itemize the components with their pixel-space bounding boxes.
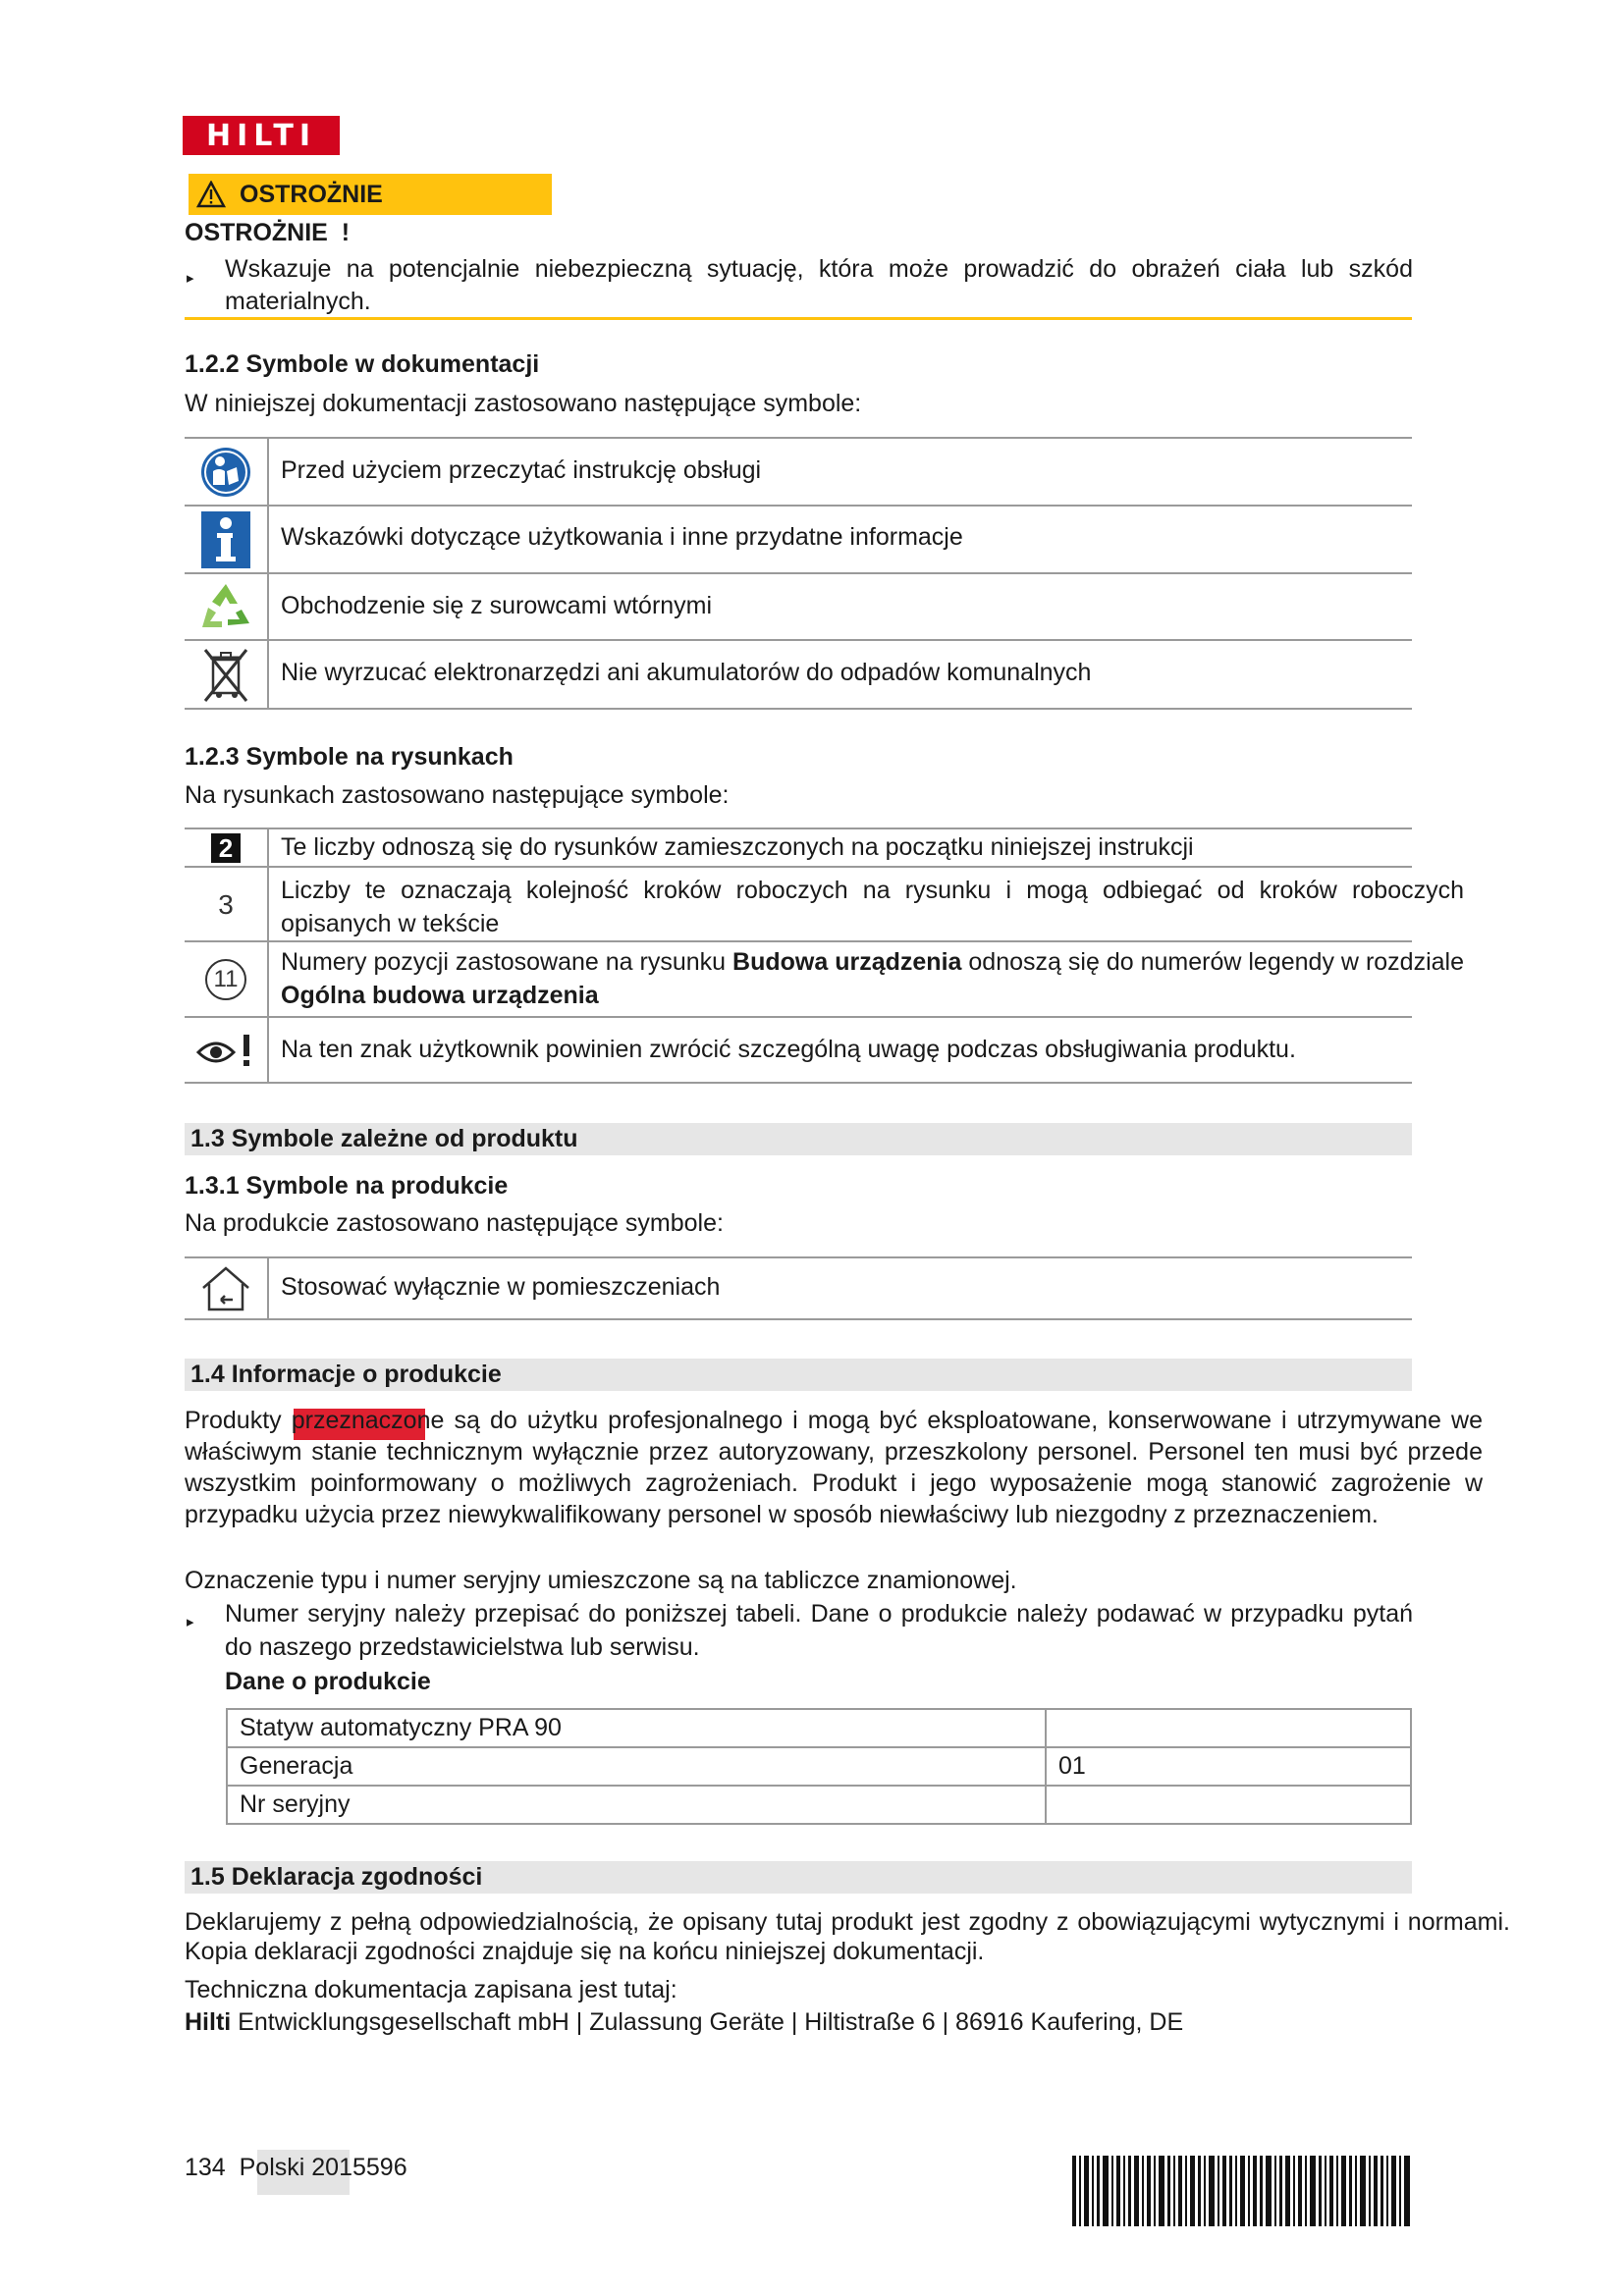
section-1-5-bar: 1.5 Deklaracja zgodności xyxy=(185,1861,1412,1894)
caution-text: Wskazuje na potencjalnie niebezpieczną sytuację, która może prowadzić do obrażeń ciała lub szkód materialnych. xyxy=(225,255,1413,315)
section-1-3-1-heading: 1.3.1 Symbole na produkcie xyxy=(185,1172,509,1200)
symbol-description: Numery pozycji zastosowane na rysunku Budowa urządzenia odnoszą się do numerów legendy w rozdziale Ogólna budowa urządzenia xyxy=(281,948,1464,1009)
table-row xyxy=(227,1747,1411,1786)
table-cell-label: Generacja xyxy=(227,1747,1046,1786)
step-number-symbol: 3 xyxy=(218,888,234,920)
symbol-description: Nie wyrzucać elektronarzędzi ani akumulatorów do odpadów komunalnych xyxy=(281,659,1092,686)
table-rule xyxy=(185,572,1412,574)
section-1-2-2-intro: W niniejszej dokumentacji zastosowano następujące symbole: xyxy=(185,390,862,417)
table-cell-value[interactable] xyxy=(1046,1709,1411,1747)
table-divider xyxy=(267,1256,269,1320)
product-data-table xyxy=(226,1708,1412,1825)
figure-number-symbol: 2 xyxy=(211,833,241,863)
symbol-row xyxy=(192,507,259,572)
symbol-row xyxy=(192,868,259,940)
section-1-2-3-intro: Na rysunkach zastosowano następujące symbole: xyxy=(185,781,730,809)
indoor-use-icon xyxy=(199,1264,252,1313)
symbol-description: Przed użyciem przeczytać instrukcję obsługi xyxy=(281,456,762,484)
attention-eye-icon xyxy=(196,1031,255,1070)
table-rule xyxy=(185,828,1412,829)
bullet-marker: ▸ xyxy=(187,1614,194,1630)
symbol-row xyxy=(192,1018,259,1082)
symbol-description: Wskazówki dotyczące użytkowania i inne przydatne informacje xyxy=(281,523,963,551)
table-rule xyxy=(185,505,1412,507)
table-rule xyxy=(185,1016,1412,1018)
recycling-icon xyxy=(198,580,253,633)
section-1-4-rating-plate-text: Oznaczenie typu i numer seryjny umieszczone są na tabliczce znamionowej. xyxy=(185,1567,1017,1594)
table-row xyxy=(227,1709,1411,1747)
table-rule xyxy=(185,708,1412,710)
section-1-3-1-intro: Na produkcie zastosowano następujące symbole: xyxy=(185,1209,724,1237)
table-cell-label: Nr seryjny xyxy=(227,1786,1046,1824)
table-rule xyxy=(185,1256,1412,1258)
symbol-row xyxy=(192,1258,259,1318)
caution-banner xyxy=(189,174,552,215)
symbol-description: Obchodzenie się z surowcami wtórnymi xyxy=(281,592,713,619)
symbol-description: Te liczby odnoszą się do rysunków zamieszczonych na początku niniejszej instrukcji xyxy=(281,833,1194,861)
section-1-2-3-heading: 1.2.3 Symbole na rysunkach xyxy=(185,743,514,771)
caution-title: OSTROŻNIE ! xyxy=(185,219,351,246)
section-1-2-2-heading: 1.2.2 Symbole w dokumentacji xyxy=(185,350,540,378)
warning-triangle-icon xyxy=(196,181,226,208)
symbol-description: Na ten znak użytkownik powinien zwrócić szczególną uwagę podczas obsługiwania produktu. xyxy=(281,1036,1296,1063)
table-rule xyxy=(185,1318,1412,1320)
tech-doc-label: Techniczna dokumentacja zapisana jest tutaj: xyxy=(185,1976,677,2003)
manufacturer-address: Hilti Entwicklungsgesellschaft mbH | Zulassung Geräte | Hiltistraße 6 | 86916 Kaufering, DE xyxy=(185,2008,1184,2036)
page-number: 134 xyxy=(185,2154,226,2181)
position-number-symbol: 11 xyxy=(205,959,246,1000)
crossed-bin-icon xyxy=(201,646,250,703)
table-rule xyxy=(185,866,1412,868)
footer-text xyxy=(185,2152,407,2184)
table-row xyxy=(227,1786,1411,1824)
document-number: 2015596 xyxy=(311,2154,407,2181)
table-divider xyxy=(267,828,269,1084)
symbol-description: Stosować wyłącznie w pomieszczeniach xyxy=(281,1273,721,1301)
section-1-4-paragraph: Produkty przeznaczone są do użytku profesjonalnego i mogą być eksploatowane, konserwowane i utrzymywane we właściwym stanie technicznym wyłącznie przez autoryzowany, przeszkolony personel. Personel ten musi być przede wszystkim poinformowany o możliwych zagrożeniach. Produkt i jego wyposażenie mogą stanowić zagrożenie w przypadku użycia przez niewykwalifikowany personel w sposób niewłaściwy lub niezgodny z przeznaczeniem. xyxy=(185,1407,1483,1528)
declaration-paragraph: Deklarujemy z pełną odpowiedzialnością, że opisany tutaj produkt jest zgodny z obowiązującymi wytycznymi i normami. Kopia deklaracji zgodności znajduje się na końcu niniejszej dokumentacji. xyxy=(185,1908,1510,1965)
read-manual-icon xyxy=(199,446,252,499)
symbol-row xyxy=(192,574,259,639)
section-1-3-bar: 1.3 Symbole zależne od produktu xyxy=(185,1123,1412,1155)
barcode-icon xyxy=(1072,2156,1410,2226)
caution-divider xyxy=(185,317,1412,320)
hilti-logo: HILTI xyxy=(183,116,340,155)
symbol-description: Liczby te oznaczają kolejność kroków roboczych na rysunku i mogą odbiegać od kroków roboczych opisanych w tekście xyxy=(281,877,1464,937)
table-divider xyxy=(267,437,269,710)
table-cell-label: Statyw automatyczny PRA 90 xyxy=(227,1709,1046,1747)
info-icon xyxy=(201,511,250,568)
table-cell-value[interactable] xyxy=(1046,1786,1411,1824)
table-cell-value: 01 xyxy=(1046,1747,1411,1786)
symbol-row xyxy=(192,641,259,708)
symbol-row xyxy=(192,829,259,866)
product-data-title: Dane o produkcie xyxy=(225,1668,431,1695)
section-1-4-bar: 1.4 Informacje o produkcie xyxy=(185,1359,1412,1391)
footer-language: Polski xyxy=(239,2154,305,2181)
bullet-marker: ▸ xyxy=(187,270,194,287)
table-rule xyxy=(185,1082,1412,1084)
symbol-row xyxy=(192,942,259,1016)
symbol-row xyxy=(192,439,259,505)
caution-banner-label: OSTROŻNIE xyxy=(240,180,383,208)
section-1-4-bullet: Numer seryjny należy przepisać do poniższej tabeli. Dane o produkcie należy podawać w przypadku pytań do naszego przedstawicielstwa lub serwisu. xyxy=(225,1600,1413,1661)
table-rule xyxy=(185,940,1412,942)
table-rule xyxy=(185,437,1412,439)
table-rule xyxy=(185,639,1412,641)
